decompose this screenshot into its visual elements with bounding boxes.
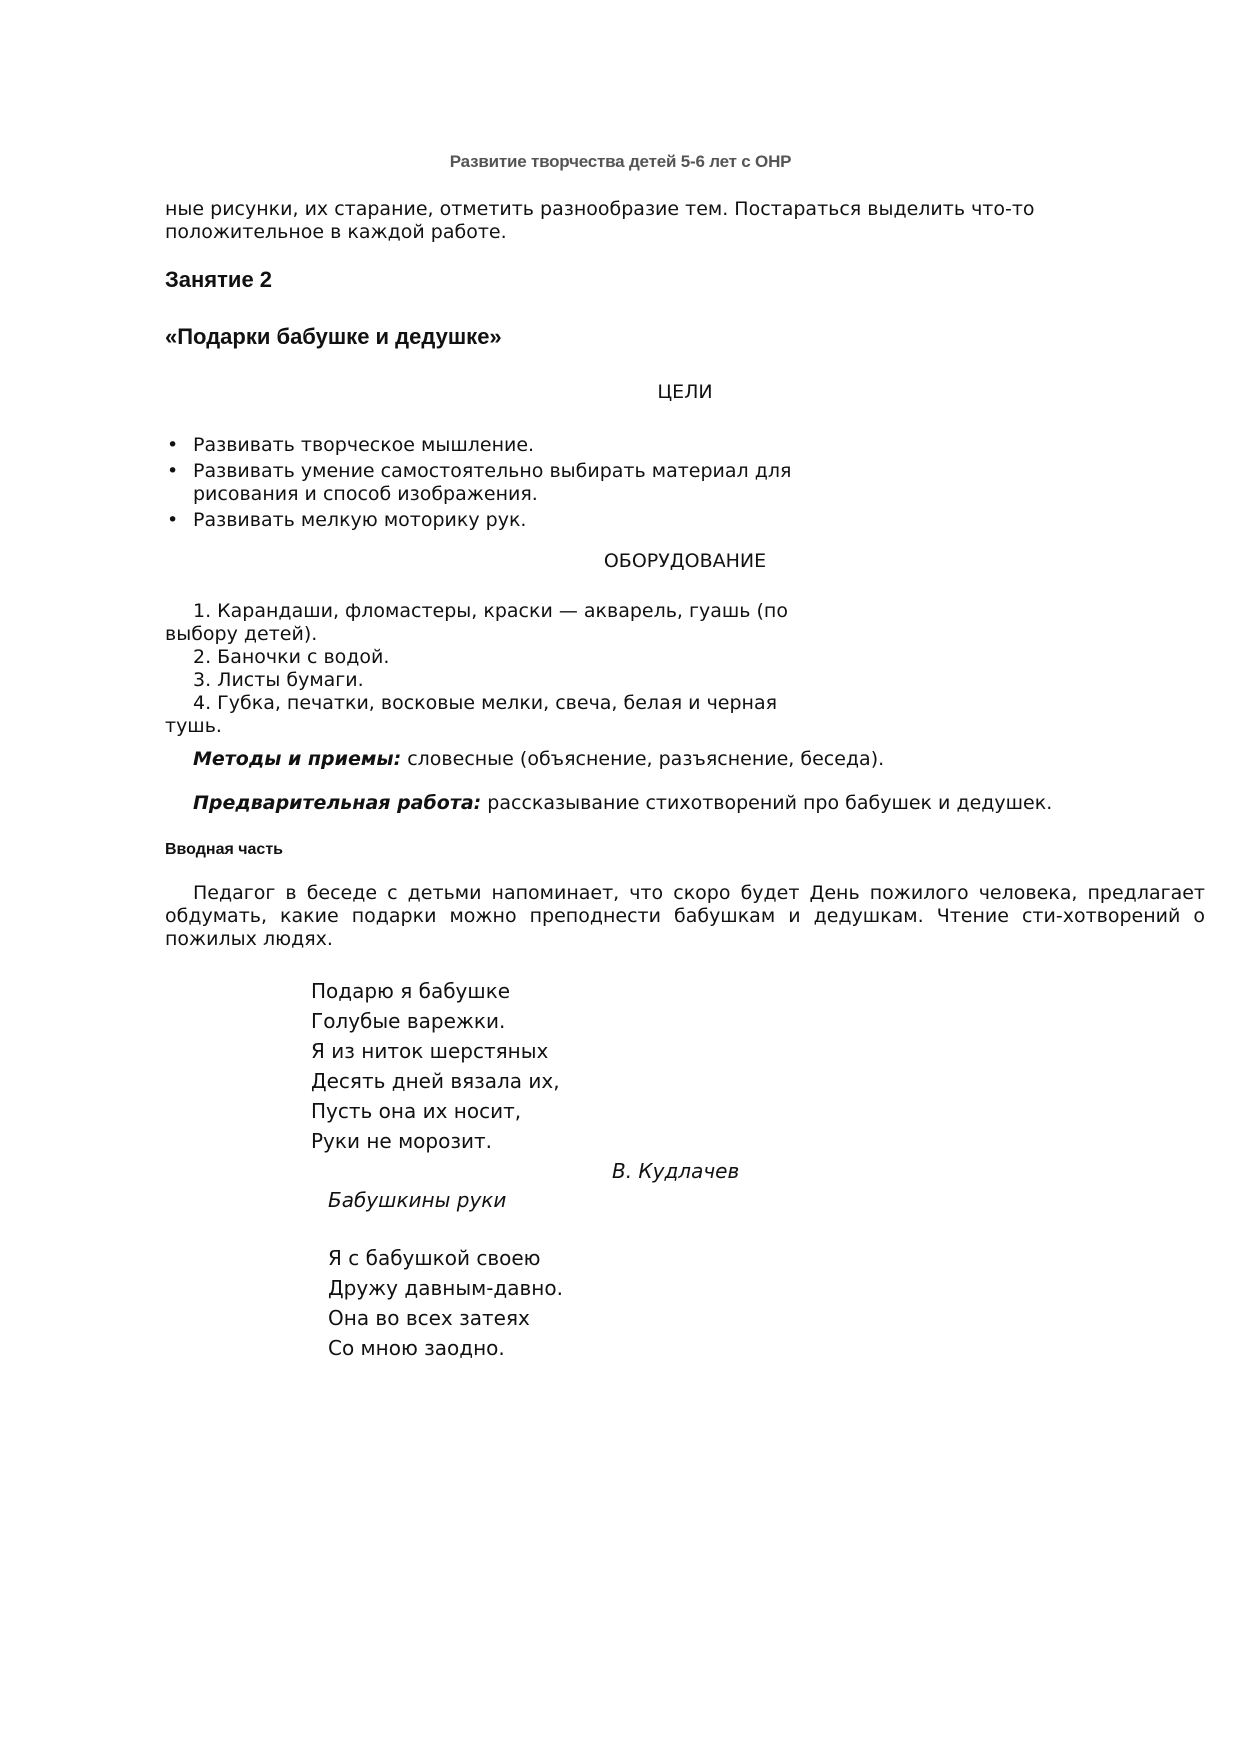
goal-text: • Развивать творческое мышление.	[193, 434, 535, 456]
intro-part-paragraph: Педагог в беседе с детьми напоминает, что скоро будет День пожилого человека, предлагает обдумать, какие подарки можно преподнести бабушкам и дедушкам. Чтение сти-хотворений о пожилых людях.	[165, 882, 1205, 950]
poem-line: Руки не морозит.	[311, 1129, 492, 1153]
preliminary-text: рассказывание стихотворений про бабушек и дедушек.	[481, 792, 1053, 814]
methods-text: словесные (объяснение, разъяснение, беседа).	[401, 748, 885, 770]
poem-line: Я с бабушкой своею	[328, 1246, 541, 1270]
equipment-line: тушь.	[165, 715, 222, 737]
poem-line: Голубые варежки.	[311, 1009, 506, 1033]
methods-label: Методы и приемы:	[193, 748, 402, 770]
poem-line: Десять дней вязала их,	[311, 1069, 560, 1093]
poem-2	[328, 1243, 563, 1363]
goals-list	[165, 434, 885, 535]
intro-line: положительное в каждой работе.	[165, 221, 507, 243]
preliminary-label: Предварительная работа:	[193, 792, 482, 814]
goal-text: • Развивать умение самостоятельно выбирать материал для	[193, 460, 792, 482]
poem-line: Пусть она их носит,	[311, 1099, 522, 1123]
equipment-heading: ОБОРУДОВАНИЕ	[603, 550, 767, 572]
lesson-title: Занятие 2	[165, 267, 273, 292]
poem-author: В. Кудлачев	[612, 1159, 740, 1183]
equipment-line: 2. Баночки с водой.	[193, 646, 390, 668]
poem-line: Я из ниток шерстяных	[311, 1039, 549, 1063]
poem-line: Она во всех затеях	[328, 1306, 530, 1330]
poem-line: Подарю я бабушке	[311, 979, 511, 1003]
equipment-line: 4. Губка, печатки, восковые мелки, свеча, белая и черная	[193, 692, 778, 714]
lesson-subtitle: «Подарки бабушке и дедушке»	[165, 324, 502, 349]
intro-line: ные рисунки, их старание, отметить разнообразие тем. Постараться выделить что-то	[165, 198, 1035, 220]
methods-paragraph	[165, 748, 1165, 771]
goal-item	[165, 509, 885, 532]
goal-text: • Развивать мелкую моторику рук.	[193, 509, 527, 531]
equipment-line: 1. Карандаши, фломастеры, краски — акварель, гуашь (по	[193, 600, 788, 622]
running-header: Развитие творчества детей 5-6 лет с ОНР	[449, 152, 792, 171]
preliminary-paragraph	[165, 792, 1205, 815]
poem-title: Бабушкины руки	[328, 1188, 507, 1212]
equipment-line: 3. Листы бумаги.	[193, 669, 364, 691]
poem-line: Со мною заодно.	[328, 1336, 505, 1360]
goal-item	[165, 460, 885, 506]
goals-heading: ЦЕЛИ	[657, 381, 713, 403]
equipment-list	[165, 600, 885, 738]
goal-item	[165, 434, 885, 457]
equipment-line: выбору детей).	[165, 623, 318, 645]
poem-1	[311, 976, 560, 1156]
goal-text: рисования и способ изображения.	[193, 483, 538, 505]
section-heading: Вводная часть	[165, 841, 283, 858]
poem-line: Дружу давным-давно.	[328, 1276, 563, 1300]
intro-paragraph	[165, 198, 1105, 244]
